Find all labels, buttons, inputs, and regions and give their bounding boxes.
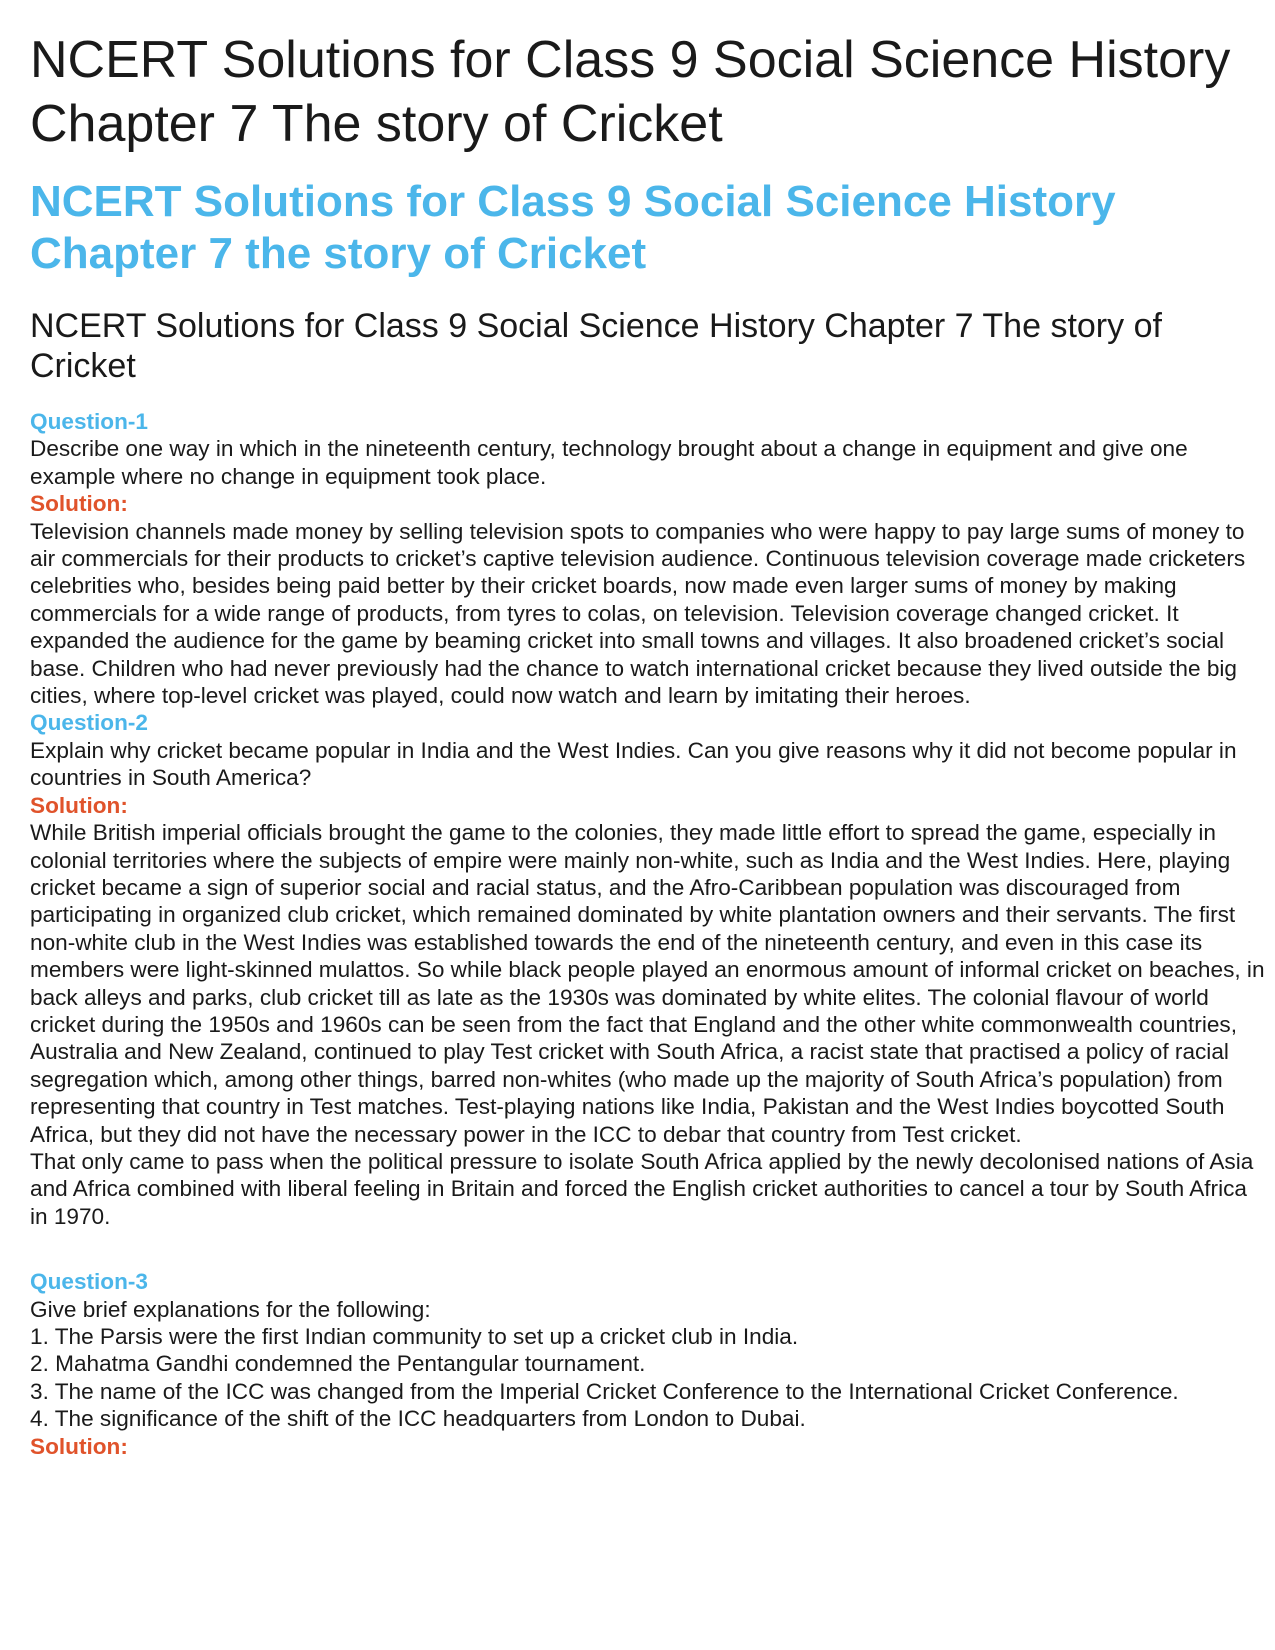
solution-1-label: Solution: xyxy=(30,491,128,517)
page-title: NCERT Solutions for Class 9 Social Science History Chapter 7 The story of Cricket xyxy=(30,31,1231,153)
question-3-item-1: 1. The Parsis were the first Indian community to set up a cricket club in India. xyxy=(30,1324,799,1349)
blue-heading: NCERT Solutions for Class 9 Social Science History Chapter 7 the story of Cricket xyxy=(30,177,1116,278)
solution-3-label: Solution: xyxy=(30,1433,128,1459)
content-body xyxy=(30,408,1265,1460)
question-3-text: Give brief explanations for the following: xyxy=(30,1296,431,1322)
question-3-item-2: 2. Mahatma Gandhi condemned the Pentangular tournament. xyxy=(30,1351,646,1377)
solution-2-text: While British imperial officials brought the game to the colonies, they made little effort to spread the game, especially in colonial territories where the subjects of empire were mainly non-white, such as India and the West Indies. Here, playing cricket became a sign of superior social and racial status, and the Afro-Caribbean population was discouraged from participating in organized club cricket, which remained dominated by white plantation owners and their servants. The first non-white club in the West Indies was established towards the end of the nineteenth century, and even in this case its members were light-skinned mulattos. So while black people played an enormous amount of informal cricket on beaches, in back alleys and parks, club cricket till as late as the 1930s was dominated by white elites. The colonial flavour of world cricket during the 1950s and 1960s can be seen from the fact that England and the other white commonwealth countries, Australia and New Zealand, continued to play Test cricket with South Africa, a racist state that practised a policy of racial segregation which, among other things, barred non-whites (who made up the majority of South Africa’s population) from representing that country in Test matches. Test-playing nations like India, Pakistan and the West Indies boycotted South Africa, but they did not have the necessary power in the ICC to debar that country from Test cricket. xyxy=(30,820,1265,1147)
question-3-item-3: 3. The name of the ICC was changed from the Imperial Cricket Conference to the International Cricket Conference. xyxy=(30,1378,1179,1404)
subheading: NCERT Solutions for Class 9 Social Science History Chapter 7 The story of Cricket xyxy=(30,307,1162,385)
document-page xyxy=(30,28,1265,1460)
solution-2-text-continued: That only came to pass when the political pressure to isolate South Africa applied by the newly decolonised nations of Asia and Africa combined with liberal feeling in Britain and forced the English cricket authorities to cancel a tour by South Africa in 1970. xyxy=(30,1148,1254,1229)
question-2-text: Explain why cricket became popular in India and the West Indies. Can you give reasons why it did not become popular in countries in South America? xyxy=(30,737,1237,791)
solution-2-label: Solution: xyxy=(30,792,128,818)
solution-1-text: Television channels made money by selling television spots to companies who were happy to pay large sums of money to air commercials for their products to cricket’s captive television audience. Continuous television coverage made cricketers celebrities who, besides being paid better by their cricket boards, now made even larger sums of money by making commercials for a wide range of products, from tyres to colas, on television. Television coverage changed cricket. It expanded the audience for the game by beaming cricket into small towns and villages. It also broadened cricket’s social base. Children who had never previously had the chance to watch international cricket because they lived outside the big cities, where top-level cricket was played, could now watch and learn by imitating their heroes. xyxy=(30,518,1246,709)
question-3-label: Question-3 xyxy=(30,1269,148,1295)
question-1-text: Describe one way in which in the nineteenth century, technology brought about a change in equipment and give one example where no change in equipment took place. xyxy=(30,436,1188,489)
question-3-item-4: 4. The significance of the shift of the ICC headquarters from London to Dubai. xyxy=(30,1406,806,1432)
question-2-label: Question-2 xyxy=(30,710,148,736)
spacer xyxy=(30,1230,1265,1268)
question-1-label: Question-1 xyxy=(30,409,148,434)
